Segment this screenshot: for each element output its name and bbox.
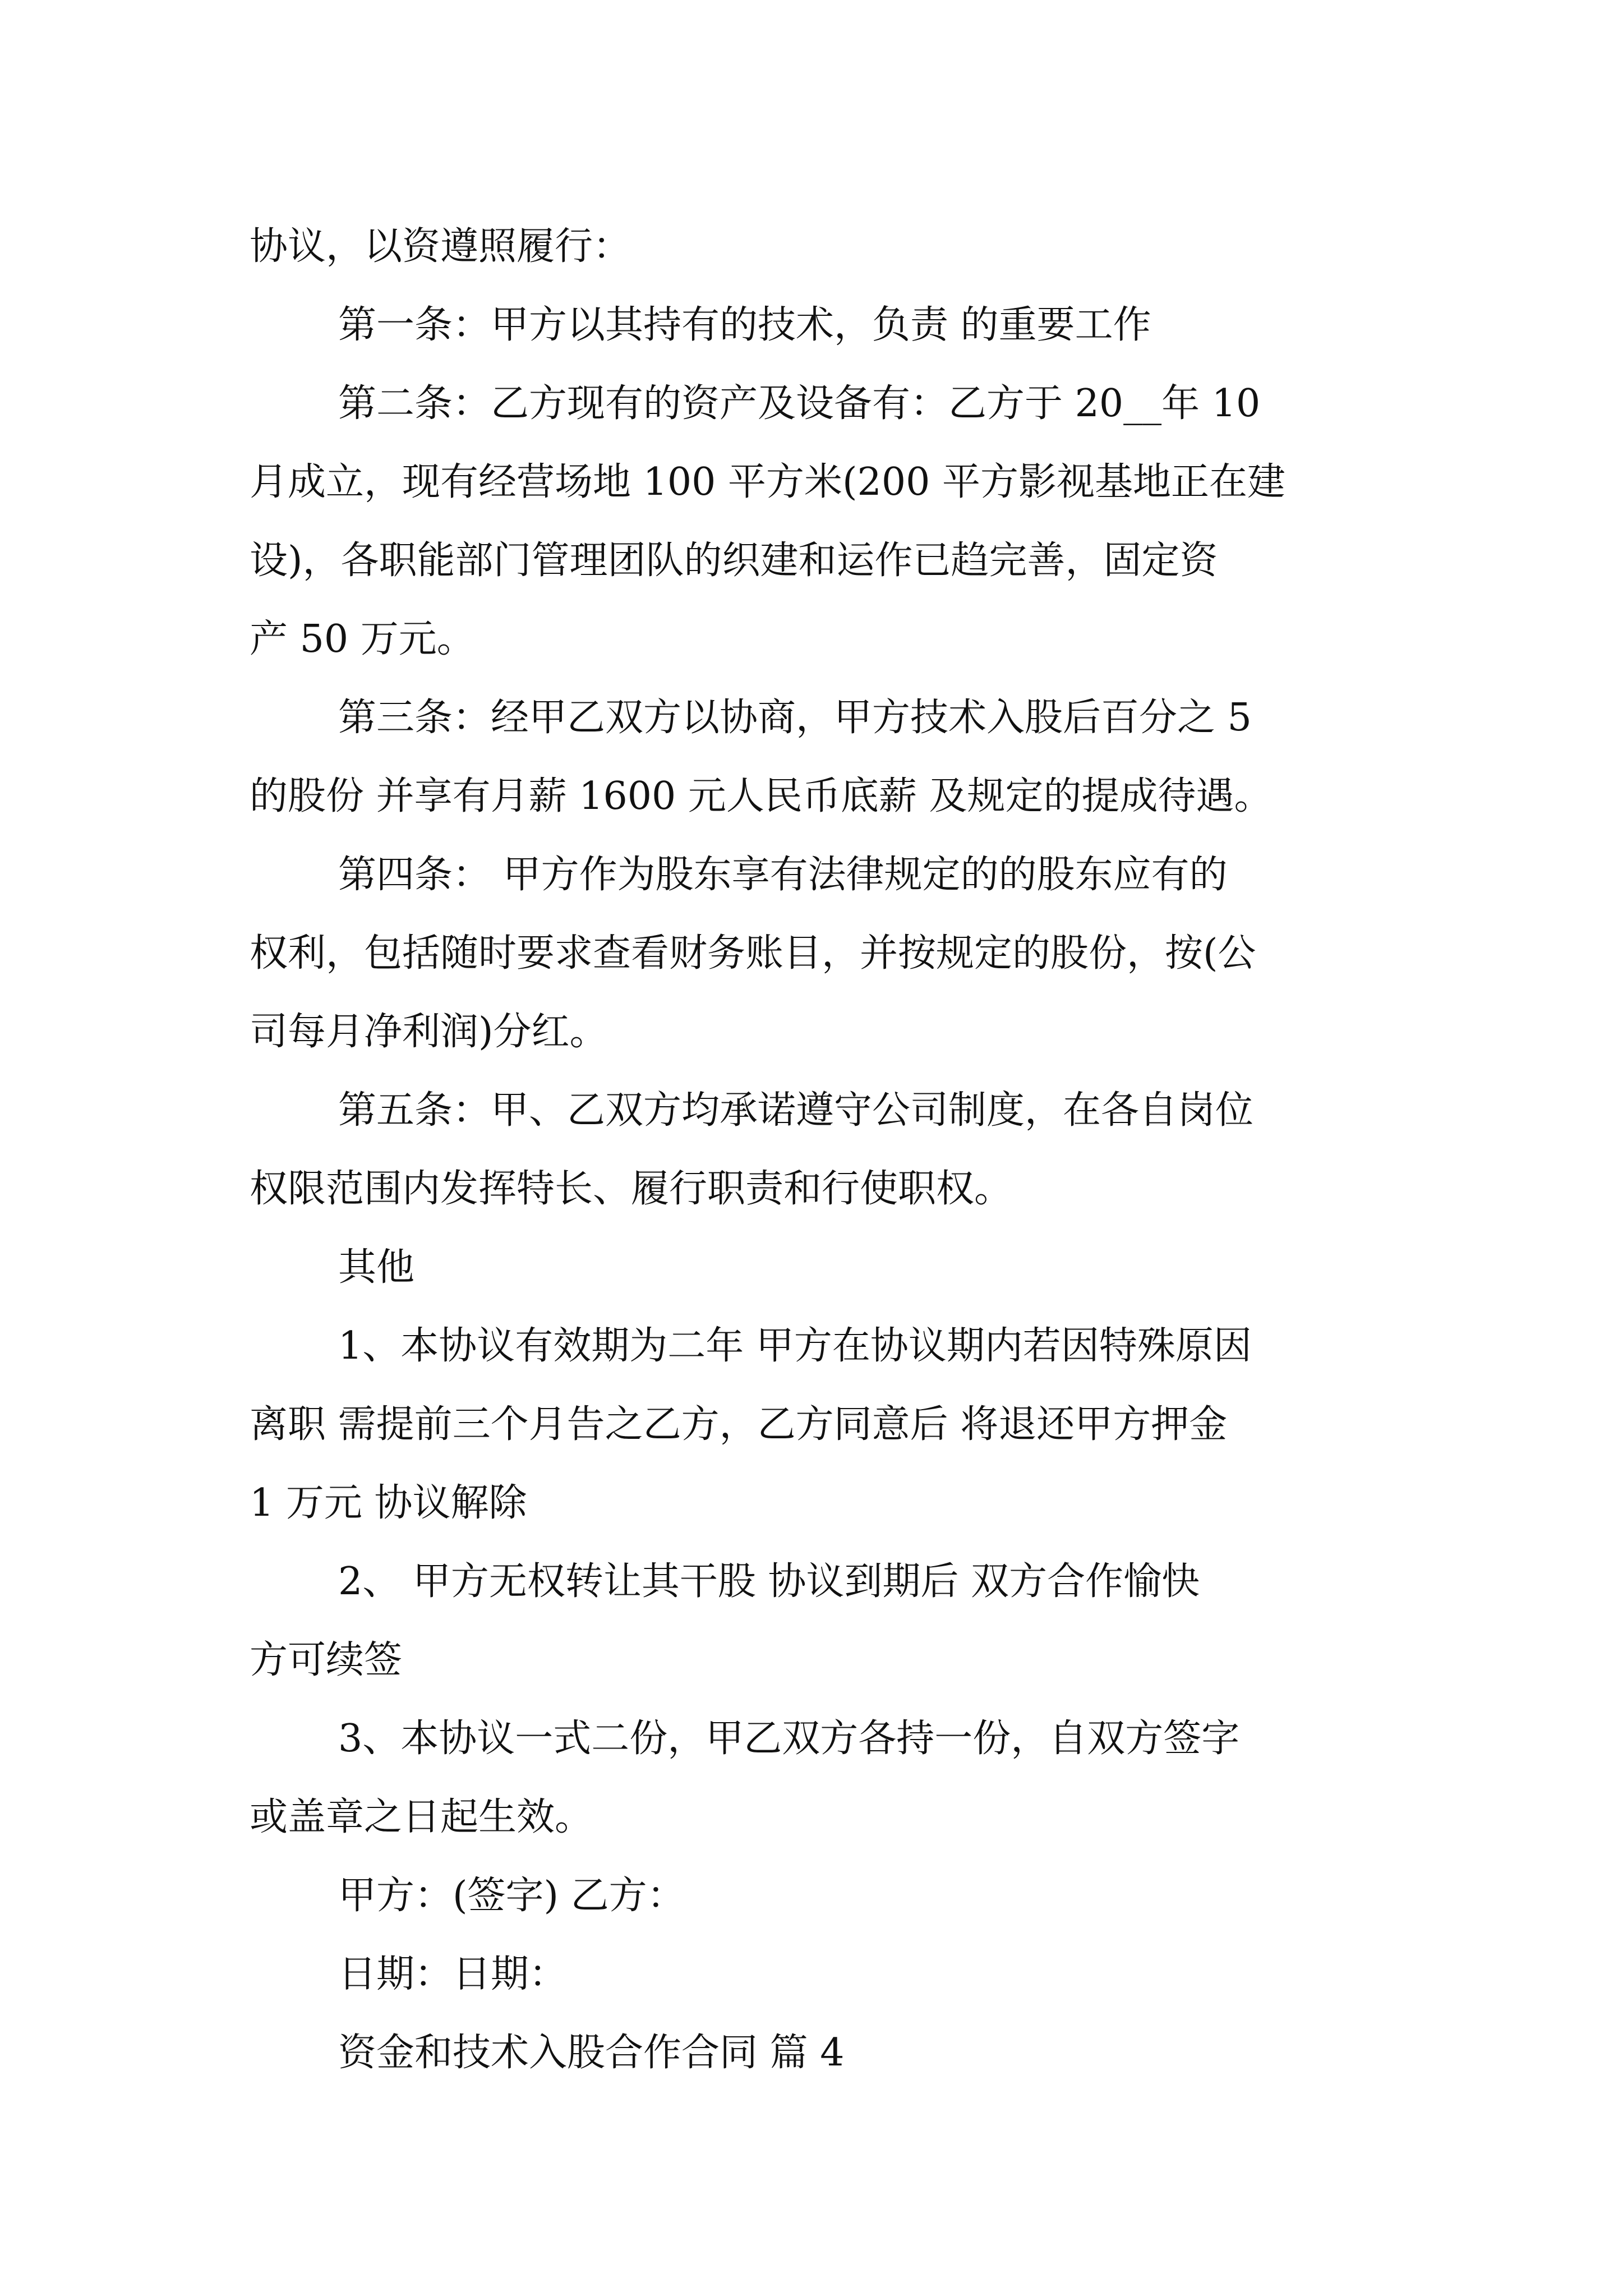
text-line: 的股份 并享有月薪 1600 元人民币底薪 及规定的提成待遇。 [250, 774, 1272, 818]
clause-2-heading: 第二条：乙方现有的资产及设备有：乙方于 20__年 10 [338, 381, 1261, 426]
next-section-title: 资金和技术入股合作合同 篇 4 [338, 2031, 845, 2075]
document-body [250, 208, 1388, 2092]
item-1: 1、本协议有效期为二年 甲方在协议期内若因特殊原因 [338, 1324, 1252, 1368]
text-line: 权限范围内发挥特长、履行职责和行使职权。 [250, 1167, 1013, 1211]
clause-1-heading: 第一条：甲方以其持有的技术，负责 的重要工作 [338, 303, 1151, 347]
item-2: 2、 甲方无权转让其干股 协议到期后 双方合作愉快 [338, 1559, 1200, 1604]
clause-4-heading: 第四条： 甲方作为股东享有法律规定的的股东应有的 [338, 853, 1228, 897]
section-other-heading: 其他 [338, 1245, 415, 1290]
signature-line: 甲方：(签字) 乙方： [338, 1874, 685, 1918]
text-line: 方可续签 [250, 1638, 403, 1682]
text-line: 司每月净利润)分红。 [250, 1010, 608, 1054]
text-line: 协议，以资遵照履行： [250, 224, 631, 269]
text-line: 1 万元 协议解除 [250, 1481, 527, 1525]
text-line: 设)，各职能部门管理团队的织建和运作已趋完善，固定资 [250, 539, 1218, 583]
clause-3-heading: 第三条：经甲乙双方以协商，甲方技术入股后百分之 5 [338, 696, 1252, 740]
clause-5-heading: 第五条：甲、乙双方均承诺遵守公司制度，在各自岗位 [338, 1088, 1254, 1133]
text-line: 产 50 万元。 [250, 617, 475, 661]
text-line: 月成立，现有经营场地 100 平方米(200 平方影视基地正在建 [250, 460, 1285, 504]
item-3: 3、本协议一式二份，甲乙双方各持一份，自双方签字 [338, 1717, 1240, 1761]
text-line: 权利，包括随时要求查看财务账目，并按规定的股份，按(公 [250, 931, 1256, 976]
date-line: 日期：日期： [338, 1952, 568, 1996]
text-line: 离职 需提前三个月告之乙方，乙方同意后 将退还甲方押金 [250, 1402, 1228, 1447]
text-line: 或盖章之日起生效。 [250, 1795, 593, 1839]
